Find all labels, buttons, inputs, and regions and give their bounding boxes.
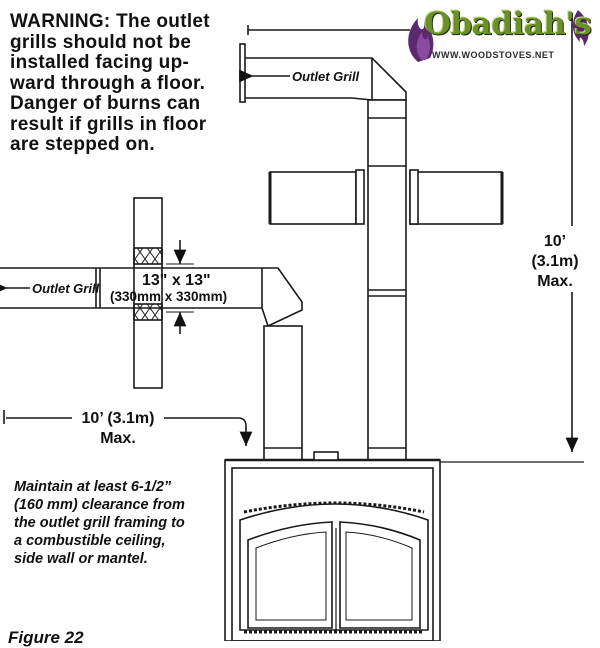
warning-line: are stepped on. (10, 134, 155, 155)
upper-elbow (352, 58, 406, 100)
vertical-pipe (368, 100, 406, 460)
upper-grill-label: Outlet Grill (292, 69, 360, 84)
horizontal-dim-value: 10’ (3.1m) (81, 410, 155, 427)
warning-line: grills should not be (10, 31, 192, 53)
lower-elbow (262, 268, 302, 326)
joist-left (270, 172, 356, 224)
clearance-line: side wall or mantel. (14, 551, 148, 567)
joist-right (410, 172, 502, 224)
wall-framing-top (134, 248, 162, 264)
vertical-dim-note: Max. (537, 273, 573, 290)
upper-grill-plate (240, 44, 245, 102)
warning-line: Danger of burns can (10, 93, 201, 114)
horizontal-dim-note: Max. (100, 430, 136, 447)
duct-size-metric: (330mm x 330mm) (110, 289, 228, 304)
logo-url: WWW.WOODSTOVES.NET (432, 50, 555, 60)
clearance-line: (160 mm) clearance from (14, 497, 185, 513)
clearance-line: the outlet grill framing to (14, 515, 185, 531)
logo-name: Obadiah's (424, 6, 592, 42)
wall-framing-bottom (134, 304, 162, 320)
clearance-note (14, 478, 242, 568)
horizontal-dim-right (164, 418, 246, 446)
figure-caption: Figure 22 (8, 628, 84, 647)
warning-line: installed facing up- (10, 52, 190, 73)
warning-line: ward through a floor. (10, 72, 206, 94)
vertical-dim-metric: (3.1m) (531, 253, 579, 270)
warning-line: result if grills in floor (10, 113, 207, 135)
warning-line: WARNING: The outlet (10, 11, 210, 32)
clearance-line: Maintain at least 6-1/2” (14, 479, 172, 495)
fireplace-door-frame (240, 504, 428, 630)
duct-size-label: 13" x 13" (142, 272, 211, 289)
clearance-line: a combustible ceiling, (14, 533, 166, 549)
lower-grill-label: Outlet Grill (32, 281, 100, 296)
lower-vertical-pipe (264, 326, 302, 460)
vertical-dim-value: 10’ (543, 233, 567, 250)
